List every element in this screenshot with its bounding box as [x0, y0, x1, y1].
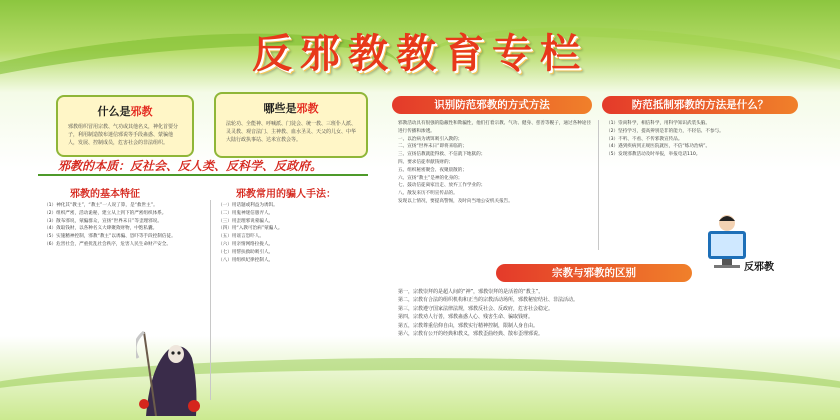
green-swoosh [0, 358, 840, 420]
identify-list [398, 120, 594, 206]
list-item: 二、宣扬“世界末日”即将来临的； [398, 144, 468, 150]
list-item: （七）用帮扶救助吸引人。 [218, 249, 274, 255]
features-list [44, 202, 204, 249]
list-item: 第一，宗教崇拜的是超人间的“神”，邪教崇拜的是活着的“教主”。 [398, 289, 544, 295]
column-divider [598, 120, 599, 250]
card-title-highlight: 邪教 [130, 105, 153, 118]
list-item: （六）用亲情网络拉拢人。 [218, 241, 274, 247]
banner-label: 防范抵制邪教的方法是什么？ [631, 99, 769, 111]
list-item: （1）崇尚科学，相信科学，用科学知识武装头脑。 [606, 121, 710, 126]
difference-list [398, 288, 798, 338]
list-item: （2）组织严密，活动诡秘，建立从上到下的严密组织体系。 [44, 210, 167, 216]
list-item: （3）不听、不看、不传邪教宣传品。 [606, 136, 683, 142]
card-title [58, 103, 192, 119]
list-item: 发现以上情况，要提高警惕，及时向当地公安机关报告。 [398, 198, 513, 204]
list-item: （八）用组织纪律控制人。 [218, 257, 274, 263]
list-item: （三）用歪理邪说蒙骗人。 [218, 218, 274, 224]
list-item: 第五，宗教尊重信仰自由，邪教实行精神控制，限制人身自由。 [398, 322, 539, 329]
list-item: （1）神化其“教主”，“教主”一人说了算，是“救世主”。 [44, 203, 158, 208]
card-which-are-cults [214, 92, 368, 158]
list-item: （2）坚持学习，提高辨别是非的能力，不轻信、不参与。 [606, 128, 724, 134]
list-item: 五、组织秘密聚会、夜聚晨散的； [398, 167, 467, 173]
list-item: （3）散布邪说，蒙骗群众，宣扬“世界末日”等歪理邪说。 [44, 218, 162, 224]
tricks-list [218, 202, 378, 264]
banner-label: 宗教与邪教的区别 [552, 267, 636, 279]
list-item: 第六，宗教有公开的经典和教义，邪教歪曲经典、散布歪理邪说。 [398, 331, 544, 338]
card-title-prefix: 哪些是 [263, 102, 297, 115]
list-item: （5）发现邪教活动及时举报，举报电话110。 [606, 152, 701, 158]
banner-label: 识别防范邪教的方式方法 [434, 99, 550, 111]
list-item: 第三，宗教遵守国家法律法规，邪教反社会、反政府，危害社会稳定。 [398, 305, 554, 312]
card-text: 邪教组织冒用宗教、气功或其他名义，神化首要分子，利用制造散布迷信邪说等手段蛊惑、蒙骗他人，发展、控制成员，危害社会的非法组织。 [68, 124, 179, 146]
list-item: 四、要求信徒奉献钱财的； [398, 159, 454, 165]
list-item: （4）敛取钱财，以各种名义大肆聚敛财物，中饱私囊。 [44, 226, 158, 232]
list-item: 邪教活动具有很强的隐蔽性和欺骗性，他们打着宗教、气功、健身、慈善等幌子，通过各种途径进行传播和渗透。 [398, 121, 591, 134]
main-title: 反邪教教育专栏 [252, 31, 588, 77]
list-item: （五）用谣言恐吓人。 [218, 234, 264, 240]
card-title-highlight: 邪教 [296, 102, 319, 115]
list-item: 七、鼓动信徒离家出走、放弃工作学业的； [398, 183, 486, 189]
list-item: （一）用话题或利益为诱饵。 [218, 203, 278, 208]
kid-label: 反邪教 [744, 262, 774, 273]
resist-list [606, 120, 796, 159]
tricks-title: 邪教常用的骗人手法： [236, 189, 336, 200]
list-item: 第四，宗教劝人行善，邪教蛊惑人心、残害生命、骗取钱财。 [398, 314, 534, 321]
list-item: 一、以治病为诱饵吸引入教的； [398, 136, 463, 142]
list-item: 八、散发来历不明宣传品的。 [398, 191, 458, 197]
list-item: 第二，宗教有合法的组织机构和正当的宗教活动场所，邪教秘密结社、非法活动。 [398, 297, 579, 304]
card-text: 法轮功、全能神、呼喊派、门徒会、统一教、三班仆人派、灵灵教、观音法门、主神教、血水圣灵、天父的儿女、中华大陆行政执事站、达米宣教会等。 [226, 121, 357, 143]
card-what-is-cult [56, 95, 194, 157]
list-item: （4）遇到疾病到正规医院就医，不信“练功治病”。 [606, 144, 711, 150]
card-title [216, 100, 366, 116]
features-title: 邪教的基本特征 [70, 189, 140, 200]
card-title-prefix: 什么是 [97, 105, 131, 118]
list-item: （四）用“入教可治病”蒙骗人。 [218, 226, 283, 232]
list-item: （6）危害社会，严重扰乱社会秩序，危害人民生命财产安全。 [44, 241, 171, 247]
cult-essence-heading: 邪教的本质：反社会、反人类、反科学、反政府。 [58, 159, 323, 173]
difference-banner [496, 264, 692, 282]
list-item: （二）用鬼神迷信愚弄人。 [218, 210, 274, 216]
column-divider [210, 200, 211, 400]
list-item: 六、宣扬“教主”是神的化身的； [398, 175, 463, 181]
identify-banner [392, 96, 592, 114]
resist-banner [602, 96, 798, 114]
divider-line [38, 174, 368, 176]
list-item: （5）实施精神控制，邪教“教主”以诱骗、恐吓等手段控制信徒。 [44, 234, 176, 240]
list-item: 三、宣扬信教就能得救、不信就下地狱的； [398, 152, 486, 158]
grim-reaper-illustration [136, 328, 206, 416]
